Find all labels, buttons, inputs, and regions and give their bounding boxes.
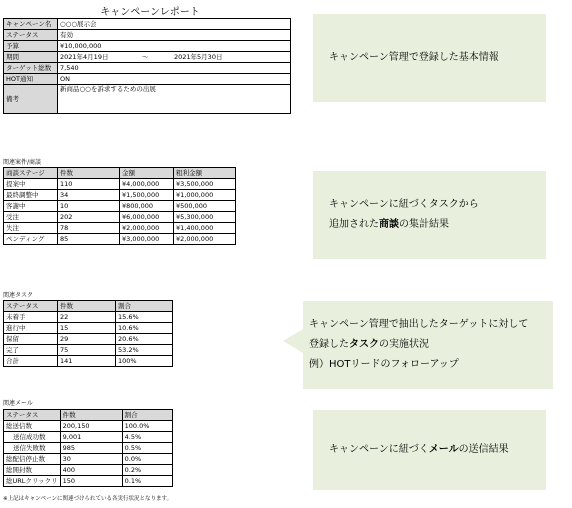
table-row <box>4 323 173 334</box>
cell: 提案中 <box>4 179 58 190</box>
cell: 0.2% <box>122 465 172 476</box>
cell: 75 <box>58 345 116 356</box>
table-row <box>4 85 291 114</box>
label-notes: 備考 <box>4 85 58 114</box>
table-header-row <box>4 410 173 421</box>
value-budget: ¥10,000,000 <box>58 41 291 52</box>
table-row <box>4 345 173 356</box>
cell: 最終調整中 <box>4 190 58 201</box>
cell: ¥5,300,000 <box>174 212 236 223</box>
callout-emphasis: タスク <box>349 339 379 350</box>
col-header: 件数 <box>58 301 116 312</box>
callout-text: の実施状況 <box>379 339 429 350</box>
cell: ¥800,000 <box>120 201 174 212</box>
table-row <box>4 179 236 190</box>
cell: 総配信停止数 <box>4 454 61 465</box>
table-row <box>4 74 291 85</box>
table-row <box>4 212 236 223</box>
callout-text: キャンペーンに紐づく <box>329 444 429 455</box>
col-header: ステータス <box>4 410 61 421</box>
col-header: 件数 <box>60 410 122 421</box>
callout-tasks <box>303 301 559 389</box>
cell: 200,150 <box>60 421 122 432</box>
cell: 9,001 <box>60 432 122 443</box>
label-period: 期間 <box>4 52 58 63</box>
table-header-row <box>4 168 236 179</box>
cell: ¥2,000,000 <box>174 234 236 245</box>
period-end: 2021年5月30日 <box>174 52 223 61</box>
value-hot-notify: ON <box>58 74 291 85</box>
cell: ¥4,000,000 <box>120 179 174 190</box>
period-start: 2021年4月19日 <box>60 52 109 61</box>
callout-text: 登録した <box>309 339 349 350</box>
table-row <box>4 52 291 63</box>
report-title: キャンペーンレポート <box>100 7 200 18</box>
mail-section-label: 関連メール <box>3 400 33 407</box>
cell: ¥6,000,000 <box>120 212 174 223</box>
col-header: 金額 <box>120 168 174 179</box>
cell: 34 <box>58 190 120 201</box>
callout-text: キャンペーンに紐づくタスクから <box>329 199 479 210</box>
cell: 985 <box>60 443 122 454</box>
table-row <box>4 201 236 212</box>
cell: 22 <box>58 312 116 323</box>
table-row <box>4 190 236 201</box>
cell: 0.0% <box>122 454 172 465</box>
table-row <box>4 443 173 454</box>
cell: 100.0% <box>122 421 172 432</box>
tasks-table <box>3 300 173 367</box>
label-hot-notify: HOT通知 <box>4 74 58 85</box>
callout-emphasis: メール <box>428 444 459 455</box>
cell: 110 <box>58 179 120 190</box>
label-target-total: ターゲット総数 <box>4 63 58 74</box>
callout-text: キャンペーン管理で登録した基本情報 <box>329 52 499 63</box>
cell: 100% <box>116 356 173 367</box>
table-row <box>4 223 236 234</box>
cell: 10 <box>58 201 120 212</box>
callout-emphasis: 商談 <box>379 219 399 230</box>
cell: 15 <box>58 323 116 334</box>
callout-text-line <box>329 440 546 460</box>
mail-footnote: ※上記はキャンペーンに関連づけられている各実行状況となります。 <box>3 496 173 502</box>
table-row <box>4 41 291 52</box>
callout-text: の集計結果 <box>399 219 449 230</box>
cell: 送信成功数 <box>4 432 61 443</box>
callout-text: 例）HOTリードのフォローアップ <box>309 359 459 370</box>
cell: 20.6% <box>116 334 173 345</box>
cell: ¥2,000,000 <box>120 223 174 234</box>
cell: 53.2% <box>116 345 173 356</box>
cell: ペンディング <box>4 234 58 245</box>
cell: 400 <box>60 465 122 476</box>
callout-deals <box>313 171 546 259</box>
cell: 10.6% <box>116 323 173 334</box>
table-row <box>4 421 173 432</box>
table-row <box>4 63 291 74</box>
cell: 85 <box>58 234 120 245</box>
cell: ¥1,000,000 <box>174 190 236 201</box>
cell: 0.5% <box>122 443 172 454</box>
col-header: 粗利金額 <box>174 168 236 179</box>
cell: 150 <box>60 476 122 487</box>
value-notes: 新商品○○を訴求するための出展 <box>58 85 291 114</box>
value-target-total: 7,540 <box>58 63 291 74</box>
cell: 0.1% <box>122 476 172 487</box>
cell: 30 <box>60 454 122 465</box>
cell: ¥3,000,000 <box>120 234 174 245</box>
mail-table <box>3 409 173 487</box>
cell: 141 <box>58 356 116 367</box>
callout-mail <box>313 410 546 490</box>
cell: 202 <box>58 212 120 223</box>
callout-basic-info <box>313 14 546 102</box>
table-row <box>4 356 173 367</box>
label-campaign-name: キャンペーン名 <box>4 19 58 30</box>
cell: 進行中 <box>4 323 58 334</box>
label-budget: 予算 <box>4 41 58 52</box>
cell: 15.6% <box>116 312 173 323</box>
label-status: ステータス <box>4 30 58 41</box>
table-row <box>4 19 291 30</box>
col-header: ステータス <box>4 301 58 312</box>
callout-text: キャンペーン管理で抽出したターゲットに対して <box>309 319 529 330</box>
basic-info-table <box>3 18 291 114</box>
cell: 合計 <box>4 356 58 367</box>
cell: 未着手 <box>4 312 58 323</box>
table-header-row <box>4 301 173 312</box>
callout-text: 追加された <box>329 219 379 230</box>
cell: 送信失敗数 <box>4 443 61 454</box>
cell: 総送信数 <box>4 421 61 432</box>
value-status: 有効 <box>58 30 291 41</box>
cell: 4.5% <box>122 432 172 443</box>
cell: 受注 <box>4 212 58 223</box>
cell: 失注 <box>4 223 58 234</box>
cell: 総URLクリックリ <box>4 476 61 487</box>
cell: 完了 <box>4 345 58 356</box>
value-campaign-name: ○○○展示会 <box>58 19 291 30</box>
table-row <box>4 454 173 465</box>
cell: ¥3,500,000 <box>174 179 236 190</box>
period-separator: ～ <box>142 52 149 61</box>
deals-section-label: 関連案件/商談 <box>3 159 42 166</box>
cell: 総開封数 <box>4 465 61 476</box>
tasks-section-label: 関連タスク <box>3 292 34 299</box>
table-row <box>4 30 291 41</box>
cell: ¥500,000 <box>174 201 236 212</box>
table-row <box>4 476 173 487</box>
callout-text-line <box>329 215 546 235</box>
table-row <box>4 465 173 476</box>
table-row <box>4 312 173 323</box>
callout-text: の送信結果 <box>458 444 509 455</box>
value-period <box>58 52 291 63</box>
table-row <box>4 334 173 345</box>
col-header: 商談ステージ <box>4 168 58 179</box>
cell: 客謝中 <box>4 201 58 212</box>
deals-table <box>3 167 236 245</box>
cell: ¥1,500,000 <box>120 190 174 201</box>
cell: 78 <box>58 223 120 234</box>
cell: ¥1,400,000 <box>174 223 236 234</box>
table-row <box>4 234 236 245</box>
col-header: 件数 <box>58 168 120 179</box>
table-row <box>4 432 173 443</box>
callout-text-line <box>309 335 559 355</box>
col-header: 割合 <box>116 301 173 312</box>
col-header: 割合 <box>122 410 172 421</box>
cell: 29 <box>58 334 116 345</box>
cell: 保留 <box>4 334 58 345</box>
